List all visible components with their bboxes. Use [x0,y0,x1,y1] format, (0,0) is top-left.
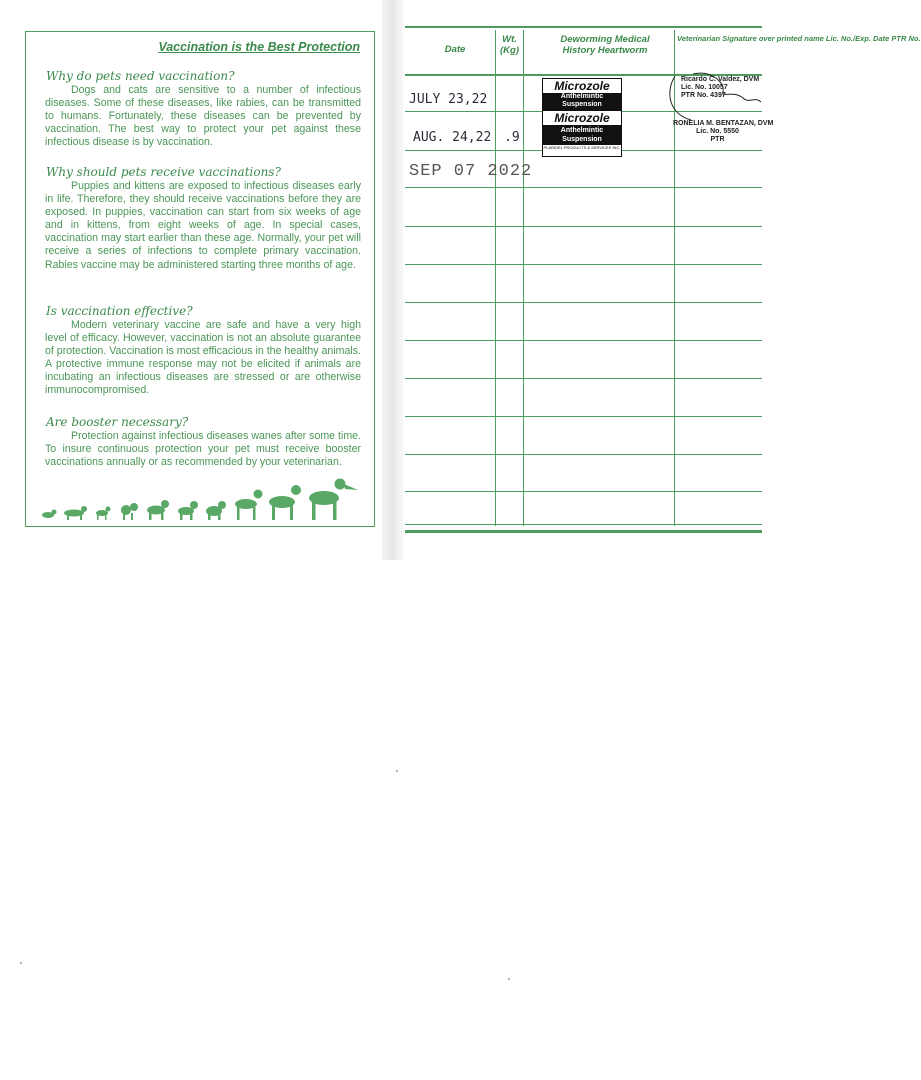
row2-product-stamp [542,110,622,157]
section-question-2: Why should pets receive vaccinations? [46,165,281,179]
table-bottom-rule [405,530,762,533]
row3-date-stamp: SEP 07 2022 [409,162,533,181]
row2-weight: .9 [504,130,520,145]
col-divider [495,30,496,526]
section-question-3: Is vaccination effective? [46,304,193,318]
row1-vet-name: Ricardo C. Valdez, DVM [681,76,760,83]
row2-product-maker: PLARIDEL PRODUCTS & SERVICES INC. [543,145,621,150]
header-date: Date [444,44,466,55]
row-rule [405,187,762,188]
row1-signature [663,68,774,128]
row2-vet-stamp [673,120,774,154]
row-rule [405,264,762,265]
section-text-1: Dogs and cats are sensitive to a number of infectious diseases. Some of these diseases, like rabies, can be transmitted to humans. Fortunately, these diseases can be prevented by vaccination. The best way to protect your pet against these infectious disease is by vaccination. [45,84,361,149]
row2-vet-ptr: PTR [710,136,725,143]
header-veterinarian: Veterinarian Signature over printed name Lic. No./Exp. Date PTR No. [677,34,921,43]
col-divider [523,30,524,526]
row-rule [405,454,762,455]
section-question-1: Why do pets need vaccination? [46,69,235,83]
row2-date: AUG. 24,22 [413,130,492,145]
row1-product-stamp [542,78,622,110]
panel-title: Vaccination is the Best Protection [158,40,360,54]
row-rule [405,378,762,379]
row-rule [405,491,762,492]
row2-product-name: Microzole [554,111,610,125]
row2-vet-name: RONELIA M. BENTAZAN, DVM [673,120,774,127]
row-rule [405,302,762,303]
row-rule [405,524,762,525]
row-rule [405,340,762,341]
row2-vet-lic: Lic. No. 5550 [696,128,739,135]
row1-product-name: Microzole [554,79,610,93]
dog-breeds-illustration [34,478,364,522]
section-text-2: Puppies and kittens are exposed to infectious diseases early in life. Therefore, they should receive vaccinations before they are exposed. In puppies, vaccination can start from six weeks of age and in kittens, from eight weeks of age. In special cases, vaccination may start earlier than these age. Normally, your pet will receive a series of infections to complete primary vaccination. Rabies vaccine may be administered starting three months of age. [45,180,361,271]
row2-product-sub: Anthelmintic Suspension [543,125,621,145]
row-rule [405,226,762,227]
row1-date: JULY 23,22 [409,92,488,107]
scan-speck [20,962,22,964]
header-deworming: Deworming Medical History Heartworm [560,34,650,56]
vaccination-info-panel [25,31,375,527]
section-question-4: Are booster necessary? [46,415,189,429]
header-weight: Wt. (Kg) [500,34,519,56]
scan-speck [396,770,398,772]
section-text-3: Modern veterinary vaccine are safe and have a very high level of efficacy. However, vaccination is not an absolute guarantee of protection. Vaccination is most efficacious in the healthy animals. A protective immune response may not be elicited if animals are incubating an infectious diseases are stressed or are otherwise immunocompromised. [45,319,361,397]
deworming-record-page [405,26,921,534]
row1-vet-lic: Lic. No. 10057 [681,84,728,91]
row1-product-sub: Anthelmintic Suspension [543,93,621,109]
row1-vet-ptr: PTR No. 4397 [681,92,726,99]
row-rule [405,416,762,417]
table-top-rule [405,26,762,28]
scan-speck [508,978,510,980]
section-text-4: Protection against infectious diseases wanes after some time. To insure continuous protection your pet must receive booster vaccinations annually or as recommended by your veterinarian. [45,430,361,469]
page-fold-shadow [382,0,404,560]
